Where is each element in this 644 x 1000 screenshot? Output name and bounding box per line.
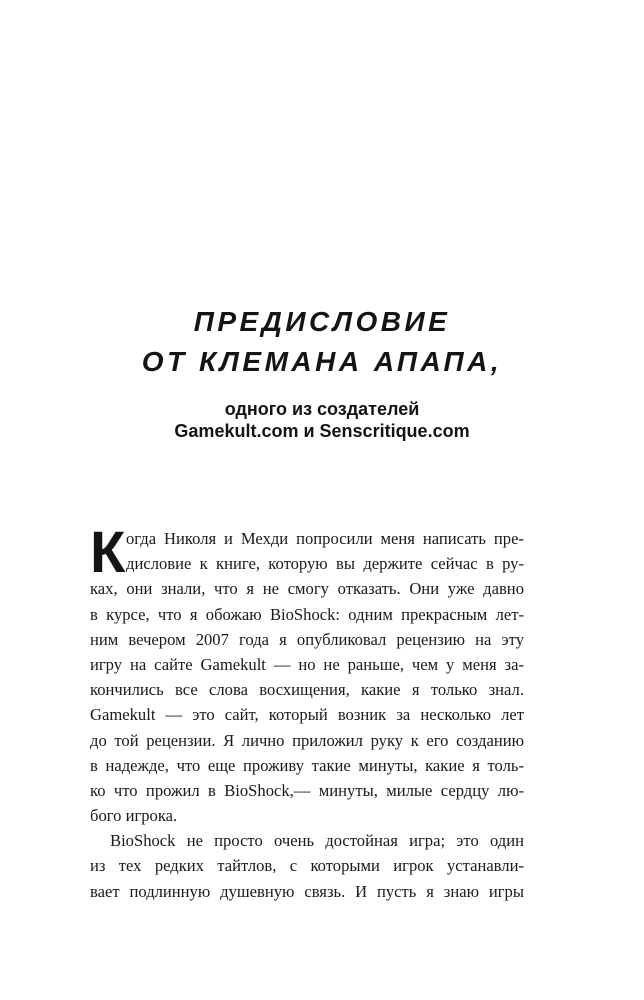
paragraph-1-line: огда Николя и Мехди попросили меня написать пре- bbox=[126, 529, 524, 548]
paragraph-2-line: из тех редких тайтлов, с которыми игрок устанавли- bbox=[90, 856, 524, 876]
paragraph-1-line: дисловие к книге, которую вы держите сейчас в ру- bbox=[126, 554, 524, 574]
chapter-subtitle bbox=[0, 398, 644, 442]
paragraph-1-line: бого игрока. bbox=[90, 806, 178, 826]
drop-cap: К bbox=[90, 520, 126, 585]
chapter-title-line-1: ПРЕДИСЛОВИЕ bbox=[193, 306, 451, 337]
paragraph-2-line: вает подлинную душевную связь. И пусть я знаю игры bbox=[90, 881, 524, 901]
paragraph-1-line: Gamekult — это сайт, который возник за несколько лет bbox=[90, 705, 524, 725]
paragraph-1-line: ках, они знали, что я не смогу отказать. Они уже давно bbox=[90, 579, 524, 599]
subtitle-line-2: Gamekult.com и Senscritique.com bbox=[174, 421, 470, 441]
paragraph-1-line: до той рецензии. Я лично приложил руку к его созданию bbox=[90, 730, 524, 750]
subtitle-line-1: одного из создателей bbox=[224, 399, 420, 419]
paragraph-1-line: ко что прожил в BioShock,— минуты, милые сердцу лю- bbox=[90, 780, 524, 800]
paragraph-1-line: игру на сайте Gamekult — но не раньше, чем у меня за- bbox=[90, 654, 524, 674]
paragraph-1-line: в надежде, что еще проживу такие минуты, какие я толь- bbox=[90, 755, 524, 775]
body-text bbox=[90, 520, 524, 904]
paragraph-2 bbox=[90, 828, 524, 904]
chapter-title bbox=[0, 302, 644, 382]
paragraph-1-line: ним вечером 2007 года я опубликовал рецензию на эту bbox=[90, 629, 524, 649]
paragraph-1-line: в курсе, что я обожаю BioShock: одним прекрасным лет- bbox=[90, 604, 524, 624]
paragraph-1 bbox=[90, 520, 524, 828]
paragraph-1-line: кончились все слова восхищения, какие я только знал. bbox=[90, 680, 524, 700]
chapter-title-line-2: ОТ КЛЕМАНА АПАПА, bbox=[141, 346, 503, 377]
paragraph-2-line: BioShock не просто очень достойная игра; это один bbox=[110, 831, 524, 851]
drop-cap-box bbox=[90, 520, 126, 585]
